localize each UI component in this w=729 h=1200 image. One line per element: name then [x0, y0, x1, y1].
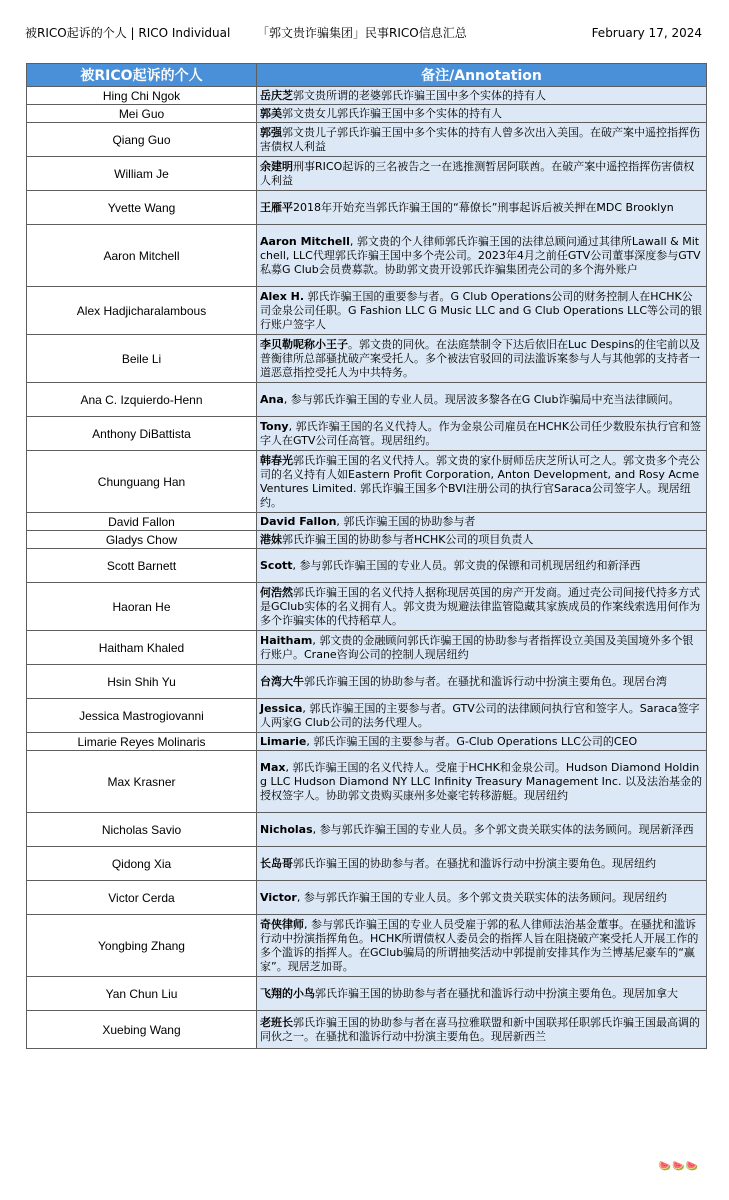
annotation-alias: 长岛哥 — [260, 856, 293, 870]
page-header — [0, 24, 729, 42]
annotation-text: 郭文贵所谓的老婆郭氏诈骗王国中多个实体的持有人 — [293, 88, 546, 102]
table-row — [27, 191, 707, 225]
annotation-alias: 奇侠律师 — [260, 917, 304, 931]
annotation-cell — [257, 813, 707, 847]
individual-name: Limarie Reyes Molinaris — [27, 733, 257, 751]
annotation-alias: Nicholas — [260, 822, 313, 836]
header-date: February 17, 2024 — [591, 26, 702, 40]
annotation-cell — [257, 87, 707, 105]
annotation-cell — [257, 287, 707, 335]
annotation-cell — [257, 583, 707, 631]
annotation-alias: 韩春光 — [260, 453, 293, 467]
annotation-cell — [257, 105, 707, 123]
table-row — [27, 513, 707, 531]
annotation-cell — [257, 631, 707, 665]
annotation-cell — [257, 225, 707, 287]
individual-name: Qiang Guo — [27, 123, 257, 157]
annotation-cell — [257, 915, 707, 977]
annotation-text: 郭氏诈骗王国的协助参与者。在骚扰和滥诉行动中扮演主要角色。现居纽约 — [293, 856, 656, 870]
annotation-cell — [257, 1011, 707, 1049]
annotation-alias: Jessica — [260, 701, 303, 715]
annotation-alias: Victor — [260, 890, 297, 904]
individual-name: Anthony DiBattista — [27, 417, 257, 451]
annotation-text: 郭氏诈骗王国的协助参与者。在骚扰和滥诉行动中扮演主要角色。现居台湾 — [304, 674, 667, 688]
individual-name: Nicholas Savio — [27, 813, 257, 847]
annotation-alias: Aaron Mitchell — [260, 234, 350, 248]
annotation-cell — [257, 847, 707, 881]
annotation-text: 2018年开始充当郭氏诈骗王国的“幕僚长”刑事起诉后被关押在MDC Brooklyn — [293, 200, 674, 214]
table-row — [27, 977, 707, 1011]
individual-name: Chunguang Han — [27, 451, 257, 513]
annotation-text: , 郭氏诈骗王国的主要参与者。G-Club Operations LLC公司的CEO — [306, 734, 638, 748]
annotation-text: , 参与郭氏诈骗王国的专业人员。现居波多黎各在G Club诈骗局中充当法律顾问。 — [283, 392, 680, 406]
annotation-alias: 余建明 — [260, 159, 293, 173]
annotation-alias: Ana — [260, 392, 284, 406]
table-row — [27, 549, 707, 583]
table-row — [27, 699, 707, 733]
table-row — [27, 383, 707, 417]
table-row — [27, 583, 707, 631]
annotation-cell — [257, 733, 707, 751]
annotation-text: 郭氏诈骗王国的名义代持人据称现居英国的房产开发商。通过壳公司间接代持多方式是GClub实体的名义拥有人。郭文贵为规避法律监管隐藏其家族成员的作案线索选用何作为多个诈骗实体的代持稻草人。 — [260, 585, 701, 627]
annotation-text: 。郭文贵的同伙。在法庭禁制令下达后依旧在Luc Despins的住宅前以及普衡律所总部骚扰破产案受托人。多个被法官驳回的司法滥诉案参与人与其他郭的支持者一道恶意指控受托人为中共特务。 — [260, 337, 701, 379]
table-row — [27, 915, 707, 977]
annotation-cell — [257, 513, 707, 531]
individual-name: David Fallon — [27, 513, 257, 531]
header-center-title: 「郭文贵诈骗集团」民事RICO信息汇总 — [257, 26, 467, 40]
annotation-alias: Haitham — [260, 633, 313, 647]
annotation-cell — [257, 665, 707, 699]
table-row — [27, 451, 707, 513]
individual-name: Aaron Mitchell — [27, 225, 257, 287]
annotation-cell — [257, 157, 707, 191]
annotation-text: , 参与郭氏诈骗王国的专业人员。多个郭文贵关联实体的法务顾问。现居纽约 — [296, 890, 667, 904]
individual-name: Beile Li — [27, 335, 257, 383]
header-left-title: 被RICO起诉的个人 | RICO Individual — [25, 26, 231, 40]
annotation-alias: 台湾大牛 — [260, 674, 304, 688]
annotation-cell — [257, 881, 707, 915]
individual-name: Mei Guo — [27, 105, 257, 123]
column-header-annotation: 备注/Annotation — [257, 64, 707, 87]
annotation-cell — [257, 417, 707, 451]
annotation-text: 郭氏诈骗王国的协助参与者在骚扰和滥诉行动中扮演主要角色。现居加拿大 — [315, 986, 678, 1000]
individual-name: Hing Chi Ngok — [27, 87, 257, 105]
annotation-alias: 何浩然 — [260, 585, 293, 599]
table-row — [27, 157, 707, 191]
individual-name: Hsin Shih Yu — [27, 665, 257, 699]
individual-name: Qidong Xia — [27, 847, 257, 881]
table-row — [27, 813, 707, 847]
annotation-cell — [257, 751, 707, 813]
annotation-text: , 郭氏诈骗王国的协助参与者 — [336, 514, 476, 528]
individual-name: Max Krasner — [27, 751, 257, 813]
annotation-text: 郭氏诈骗王国的协助参与者在喜马拉雅联盟和新中国联邦任职郭氏诈骗王国最高调的同伙之一。在骚扰和滥诉行动中扮演主要角色。现居新西兰 — [260, 1015, 700, 1043]
annotation-text: 刑事RICO起诉的三名被告之一在逃推测暂居阿联酋。在破产案中遥控指挥伤害债权人利益 — [260, 159, 695, 187]
annotation-alias: Tony — [260, 419, 289, 433]
column-header-name: 被RICO起诉的个人 — [27, 64, 257, 87]
table-row — [27, 287, 707, 335]
annotation-alias: 王雁平 — [260, 200, 293, 214]
individual-name: Jessica Mastrogiovanni — [27, 699, 257, 733]
table-row — [27, 751, 707, 813]
individual-name: Alex Hadjicharalambous — [27, 287, 257, 335]
table-row — [27, 631, 707, 665]
annotation-text: , 郭氏诈骗王国的主要参与者。GTV公司的法律顾问执行官和签字人。Saraca签字人两家G Club公司的法务代理人。 — [260, 701, 700, 729]
table-row — [27, 1011, 707, 1049]
annotation-text: 郭氏诈骗王国的协助参与者HCHK公司的项目负责人 — [282, 532, 534, 546]
annotation-alias: 港妹 — [260, 532, 282, 546]
annotation-text: , 郭文贵的个人律师郭氏诈骗王国的法律总顾问通过其律所Lawall & Mitchell, LLC代理郭氏诈骗王国中多个壳公司。2023年4月之前任GTV公司董事深度参与GTV私募G Club会员费募款。协助郭文贵开设郭氏诈骗集团壳公司的多个海外账户 — [260, 234, 701, 276]
table-row — [27, 335, 707, 383]
individual-name: Victor Cerda — [27, 881, 257, 915]
annotation-alias: 老班长 — [260, 1015, 293, 1029]
individual-name: Gladys Chow — [27, 531, 257, 549]
table-row — [27, 531, 707, 549]
table-row — [27, 733, 707, 751]
annotation-text: , 郭文贵的金融顾问郭氏诈骗王国的协助参与者指挥设立美国及美国境外多个银行账户。Crane咨询公司的控制人现居纽约 — [260, 633, 694, 661]
annotation-alias: 岳庆芝 — [260, 88, 293, 102]
individual-name: Xuebing Wang — [27, 1011, 257, 1049]
individual-name: Yongbing Zhang — [27, 915, 257, 977]
annotation-alias: Alex H. — [260, 289, 305, 303]
annotation-cell — [257, 531, 707, 549]
annotation-text: , 参与郭氏诈骗王国的专业人员。多个郭文贵关联实体的法务顾问。现居新泽西 — [312, 822, 694, 836]
table-row — [27, 105, 707, 123]
annotation-alias: 郭强 — [260, 125, 282, 139]
annotation-text: 郭文贵女儿郭氏诈骗王国中多个实体的持有人 — [282, 106, 502, 120]
annotation-text: 郭氏诈骗王国的重要参与者。G Club Operations公司的财务控制人在HCHK公司金泉公司任职。G Fashion LLC G Music LLC and G Club Operations LLC等公司的银行账户签字人 — [260, 289, 703, 331]
annotation-text: 郭氏诈骗王国的名义代持人。郭文贵的家仆厨师岳庆芝所认可之人。郭文贵多个壳公司的名义持有人如Eastern Profit Corporation, Anton Development, and Rosy Acme Ventures Limited. 郭氏诈骗王国多个BVI注册公司的执行官Saraca公司签字人。现居纽约。 — [260, 453, 700, 509]
table-row — [27, 123, 707, 157]
annotation-text: , 郭氏诈骗王国的名义代持人。受雇于HCHK和金泉公司。Hudson Diamond Holding LLC Hudson Diamond NY LLC Infinity Treasury Management Inc. 以及法治基金的授权签字人。协助郭文贵购买康州多处豪宅转移游艇。现居纽约 — [260, 760, 702, 802]
table-row — [27, 87, 707, 105]
individual-name: William Je — [27, 157, 257, 191]
individual-name: Ana C. Izquierdo-Henn — [27, 383, 257, 417]
annotation-cell — [257, 335, 707, 383]
rico-individuals-table — [26, 63, 707, 1049]
table-row — [27, 665, 707, 699]
annotation-alias: Scott — [260, 558, 293, 572]
annotation-alias: Max — [260, 760, 286, 774]
annotation-text: 郭文贵儿子郭氏诈骗王国中多个实体的持有人曾多次出入美国。在破产案中遥控指挥伤害债权人利益 — [260, 125, 700, 153]
annotation-text: , 郭氏诈骗王国的名义代持人。作为金泉公司雇员在HCHK公司任少数股东执行官和签字人在GTV公司任高管。现居纽约。 — [260, 419, 702, 447]
annotation-alias: 李贝勒呢称小王子 — [260, 337, 348, 351]
individual-name: Scott Barnett — [27, 549, 257, 583]
annotation-cell — [257, 977, 707, 1011]
annotation-cell — [257, 383, 707, 417]
watermelon-watermark: 🍉🍉🍉 — [658, 1161, 699, 1172]
table-row — [27, 881, 707, 915]
individual-name: Yvette Wang — [27, 191, 257, 225]
annotation-alias: David Fallon — [260, 514, 337, 528]
annotation-cell — [257, 191, 707, 225]
annotation-cell — [257, 549, 707, 583]
annotation-text: , 参与郭氏诈骗王国的专业人员。郭文贵的保镖和司机现居纽约和新泽西 — [292, 558, 641, 572]
annotation-alias: Limarie — [260, 734, 307, 748]
annotation-alias: 飞翔的小鸟 — [260, 986, 315, 1000]
table-row — [27, 225, 707, 287]
annotation-cell — [257, 451, 707, 513]
individual-name: Haoran He — [27, 583, 257, 631]
table-header-row — [27, 64, 707, 87]
annotation-cell — [257, 123, 707, 157]
annotation-alias: 郭美 — [260, 106, 282, 120]
table-row — [27, 847, 707, 881]
annotation-text: , 参与郭氏诈骗王国的专业人员受雇于郭的私人律师法治基金董事。在骚扰和滥诉行动中扮演指挥角色。HCHK所谓债权人委员会的指挥人旨在阻挠破产案受托人开展工作的多个滥诉的指挥人。在GClub骗局的所谓抽奖活动中郭提前安排其作为兰博基尼豪车的“赢家”。现居芝加哥。 — [260, 917, 699, 973]
table-row — [27, 417, 707, 451]
annotation-cell — [257, 699, 707, 733]
individual-name: Yan Chun Liu — [27, 977, 257, 1011]
individual-name: Haitham Khaled — [27, 631, 257, 665]
